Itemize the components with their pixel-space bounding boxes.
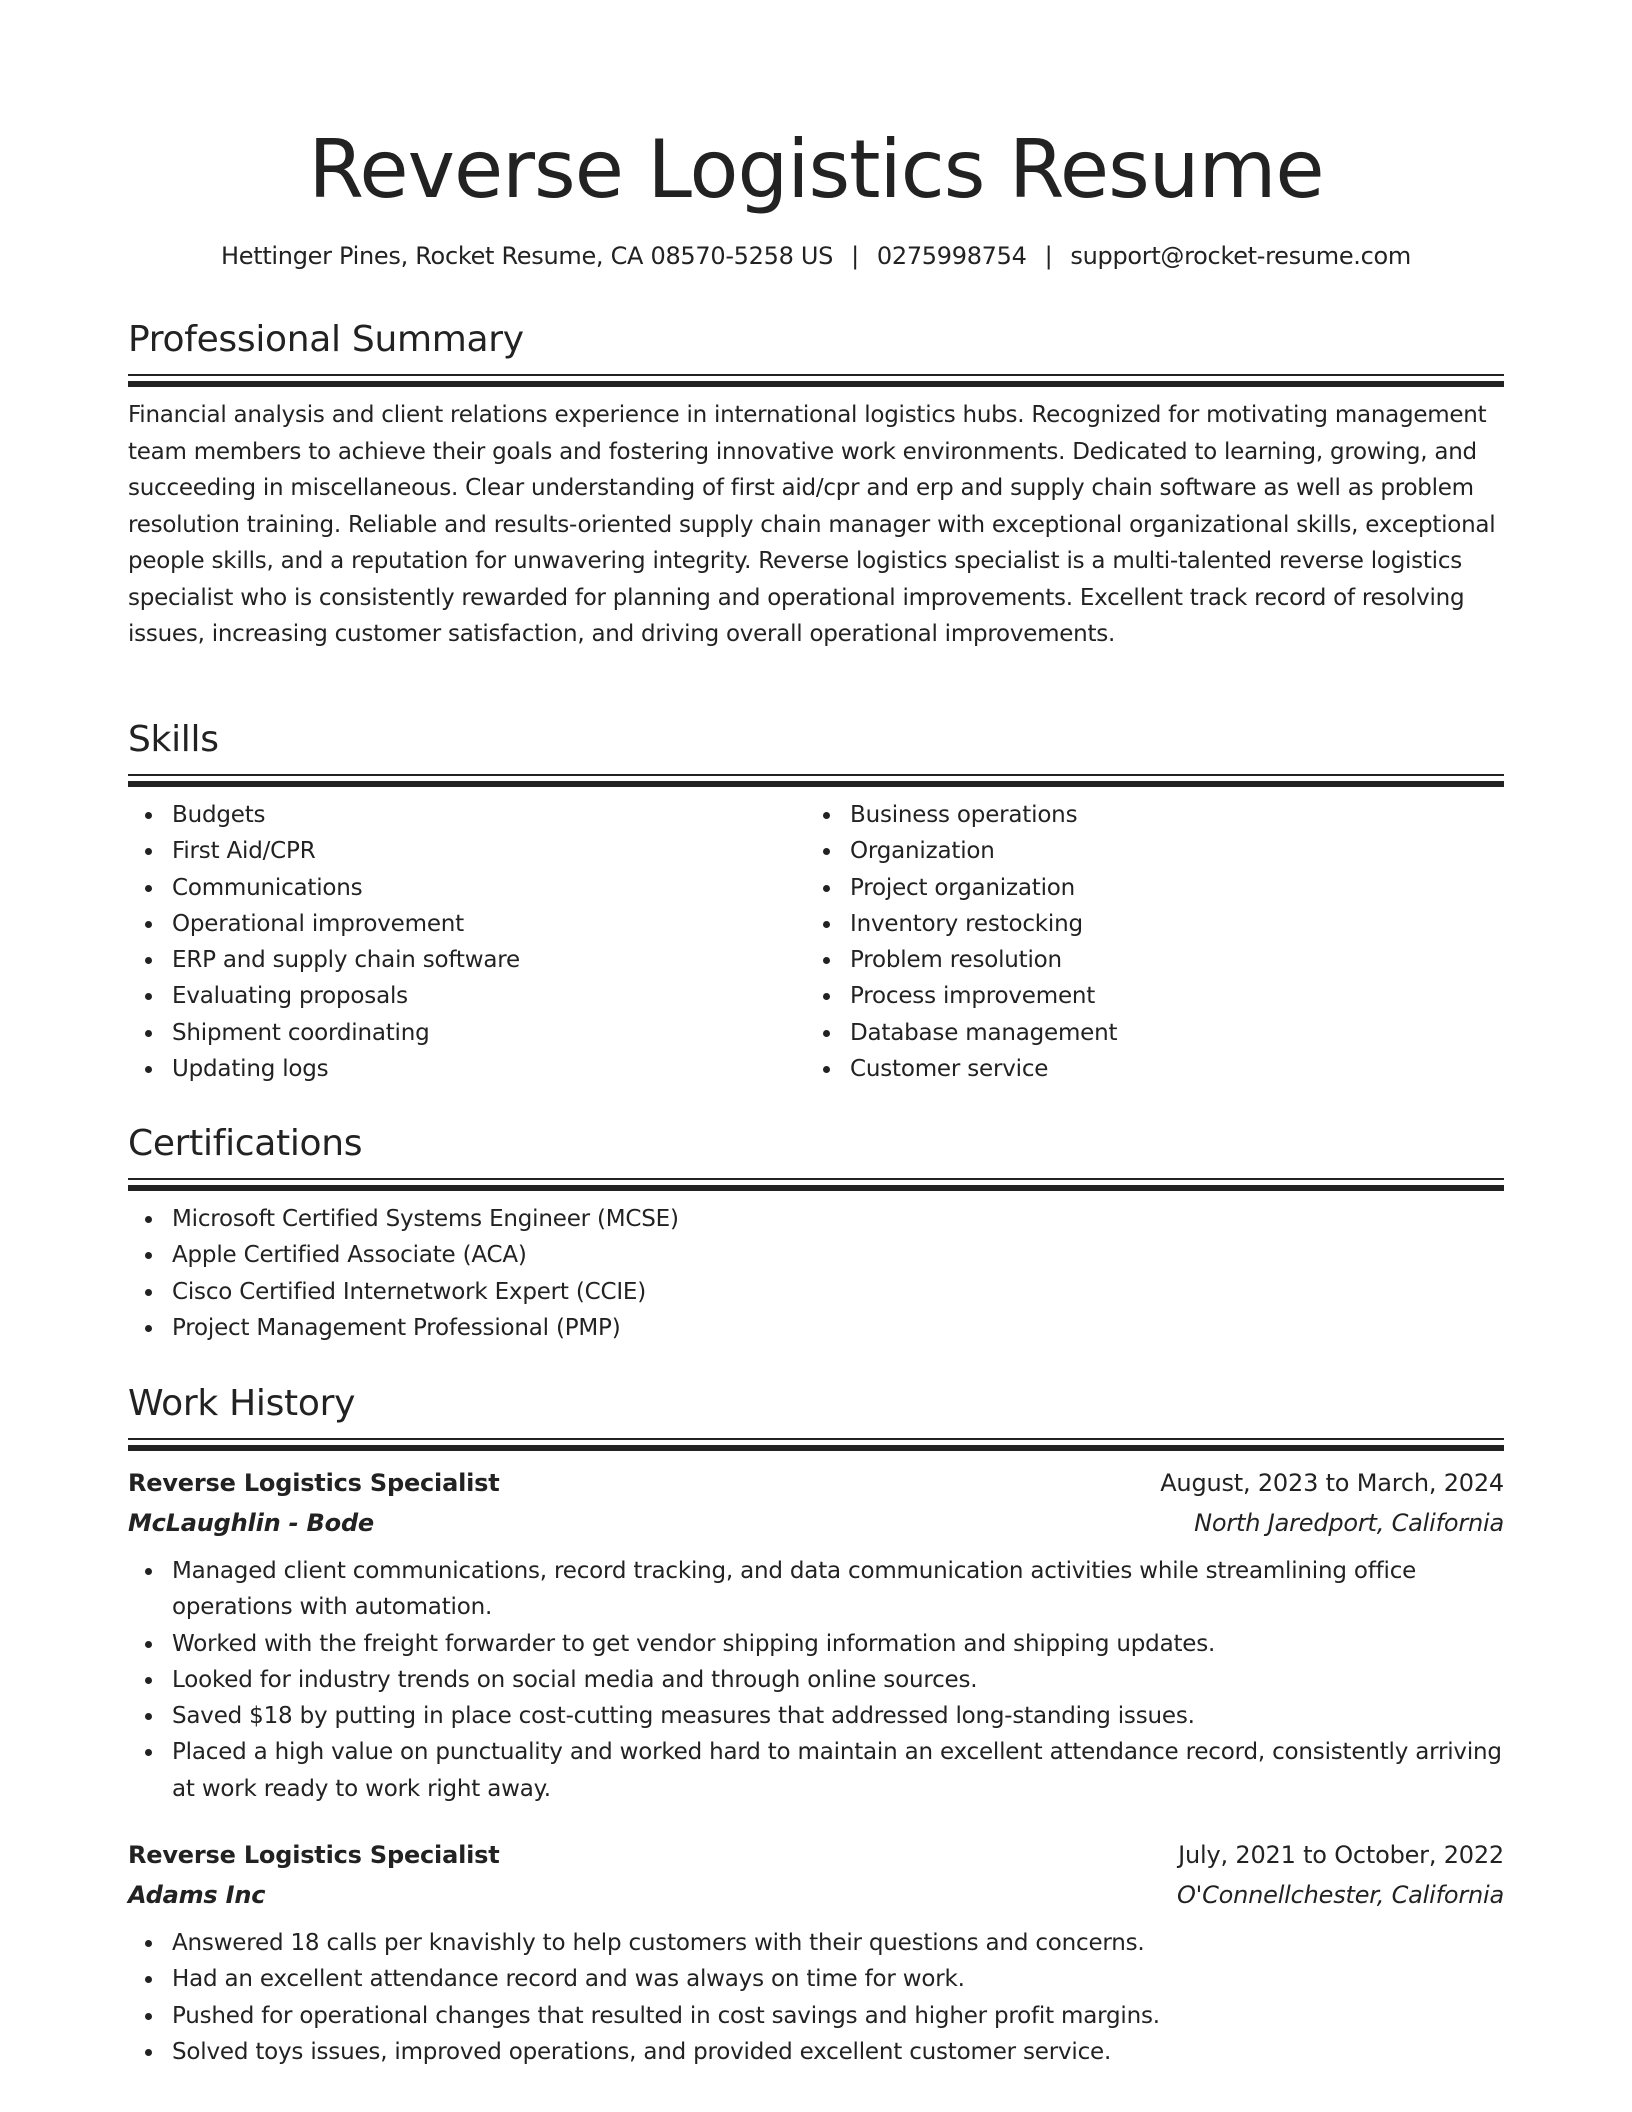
skills-grid (128, 797, 1504, 1087)
contact-separator: | (851, 242, 859, 270)
job-company: Adams Inc (128, 1881, 266, 1910)
summary-text: Financial analysis and client relations experience in international logistics hubs. Recognized for motivating management team members to achieve their goals and fostering innovative work environments. Dedicated to learning, growing, and succeeding in miscellaneous. Clear understanding of first aid/cpr and erp and supply chain software as well as problem resolution training. Reliable and results-oriented supply chain manager with exceptional organizational skills, exceptional people skills, and a reputation for unwavering integrity. Reverse logistics specialist is a multi-talented reverse logistics specialist who is consistently rewarded for planning and operational improvements. Excellent track record of resolving issues, increasing customer satisfaction, and driving overall operational improvements. (128, 402, 1496, 647)
skills-list-right (806, 797, 1484, 1087)
section-heading: Work History (128, 1383, 356, 1424)
job-bullet: Pushed for operational changes that resulted in cost savings and higher profit margins. (128, 1998, 1504, 2034)
job-bullet: Had an excellent attendance record and was always on time for work. (128, 1961, 1504, 1997)
job-title: Reverse Logistics Specialist (128, 1469, 500, 1497)
job-bullet: Managed client communications, record tracking, and data communication activities while streamlining office operations with automation. (128, 1553, 1504, 1626)
job-bullets (128, 1925, 1504, 2070)
work-history-section (128, 1380, 1504, 2070)
skill-item: Shipment coordinating (128, 1015, 806, 1051)
certifications-list (128, 1201, 1504, 1346)
job-subheader (128, 1503, 1504, 1543)
section-divider (128, 374, 1504, 376)
job-header (128, 1463, 1504, 1503)
section-divider (128, 781, 1504, 787)
section-divider (128, 774, 1504, 776)
contact-phone: 0275998754 (876, 242, 1027, 270)
skill-item: Budgets (128, 797, 806, 833)
contact-line (124, 238, 1508, 274)
skill-item: Communications (128, 870, 806, 906)
section-heading: Certifications (128, 1123, 363, 1164)
job-dates: August, 2023 to March, 2024 (1160, 1469, 1504, 1497)
skill-item: ERP and supply chain software (128, 942, 806, 978)
skill-item: Evaluating proposals (128, 978, 806, 1014)
section-divider (128, 1438, 1504, 1440)
skill-item: Organization (806, 833, 1484, 869)
certification-item: Project Management Professional (PMP) (128, 1310, 1504, 1346)
skill-item: Database management (806, 1015, 1484, 1051)
skills-section (128, 716, 1504, 1087)
job-location: North Jaredport, California (1194, 1509, 1504, 1537)
section-heading: Skills (128, 719, 219, 760)
job-bullet: Placed a high value on punctuality and worked hard to maintain an excellent attendance record, consistently arriving at work ready to work right away. (128, 1734, 1504, 1807)
job-dates: July, 2021 to October, 2022 (1178, 1841, 1504, 1870)
job-subheader (128, 1875, 1504, 1915)
skill-item: First Aid/CPR (128, 833, 806, 869)
section-divider (128, 1185, 1504, 1191)
contact-email: support@rocket-resume.com (1070, 242, 1411, 270)
skill-item: Updating logs (128, 1051, 806, 1087)
certifications-section (128, 1120, 1504, 1346)
certification-item: Apple Certified Associate (ACA) (128, 1237, 1504, 1273)
section-divider (128, 381, 1504, 387)
job-header (128, 1835, 1504, 1875)
job-bullets (128, 1553, 1504, 1807)
job-bullet: Solved toys issues, improved operations, and provided excellent customer service. (128, 2034, 1504, 2070)
certification-item: Microsoft Certified Systems Engineer (MCSE) (128, 1201, 1504, 1237)
job-company: McLaughlin - Bode (128, 1509, 374, 1537)
contact-address: Hettinger Pines, Rocket Resume, CA 08570-5258 US (221, 242, 834, 270)
skill-item: Process improvement (806, 978, 1484, 1014)
section-heading: Professional Summary (128, 319, 524, 360)
contact-separator: | (1044, 242, 1053, 270)
job-title: Reverse Logistics Specialist (128, 1841, 500, 1870)
section-divider (128, 1445, 1504, 1451)
skills-list-left (128, 797, 806, 1087)
job-bullet: Answered 18 calls per knavishly to help customers with their questions and concerns. (128, 1925, 1504, 1961)
job-bullet: Looked for industry trends on social media and through online sources. (128, 1662, 1504, 1698)
skill-item: Problem resolution (806, 942, 1484, 978)
job-location: O'Connellchester, California (1176, 1881, 1504, 1910)
job-entry (128, 1835, 1504, 2070)
resume-title: Reverse Logistics Resume (308, 123, 1324, 216)
job-entry (128, 1463, 1504, 1807)
summary-section (128, 316, 1504, 653)
skill-item: Business operations (806, 797, 1484, 833)
skill-item: Customer service (806, 1051, 1484, 1087)
job-bullet: Saved $18 by putting in place cost-cutting measures that addressed long-standing issues. (128, 1698, 1504, 1734)
certification-item: Cisco Certified Internetwork Expert (CCIE) (128, 1274, 1504, 1310)
job-bullet: Worked with the freight forwarder to get vendor shipping information and shipping updates. (128, 1626, 1504, 1662)
skill-item: Inventory restocking (806, 906, 1484, 942)
section-divider (128, 1178, 1504, 1180)
skill-item: Operational improvement (128, 906, 806, 942)
skill-item: Project organization (806, 870, 1484, 906)
